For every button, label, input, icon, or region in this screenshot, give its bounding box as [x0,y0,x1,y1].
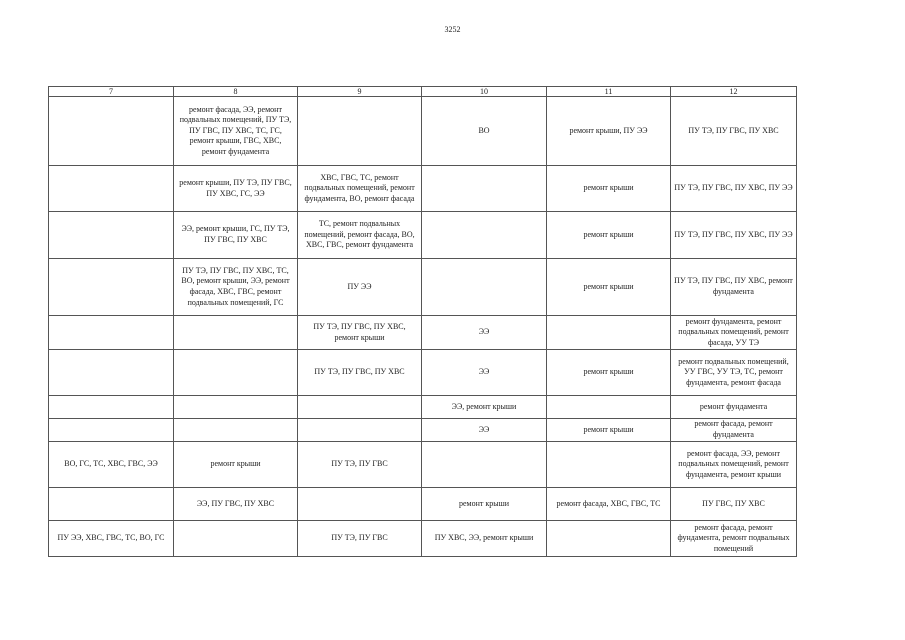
table-cell [49,166,174,212]
table-cell: ПУ ЭЭ, ХВС, ГВС, ТС, ВО, ГС [49,521,174,557]
table-cell: ПУ ТЭ, ПУ ГВС [298,442,422,488]
table-cell: ремонт крыши [547,350,671,396]
table-cell [298,396,422,419]
table-row [49,396,797,419]
table-cell: ремонт фасада, ХВС, ГВС, ТС [547,488,671,521]
table-row [49,316,797,350]
table-cell: ПУ ХВС, ЭЭ, ремонт крыши [422,521,547,557]
table-cell: ПУ ТЭ, ПУ ГВС, ПУ ХВС, ремонт крыши [298,316,422,350]
table-cell: ЭЭ, ПУ ГВС, ПУ ХВС [174,488,298,521]
table-cell: ремонт фасада, ремонт фундамента, ремонт подвальных помещений [671,521,797,557]
column-header: 8 [174,87,298,97]
table-cell: ремонт крыши [174,442,298,488]
table-cell: ремонт крыши [547,212,671,259]
table-cell: ПУ ТЭ, ПУ ГВС, ПУ ХВС, ТС, ВО, ремонт крыши, ЭЭ, ремонт фасада, ХВС, ГВС, ремонт подвальных помещений, ГС [174,259,298,316]
table-row [49,350,797,396]
table-row [49,419,797,442]
table-cell [49,259,174,316]
table-cell [547,442,671,488]
table-cell: ЭЭ [422,419,547,442]
table-cell [547,316,671,350]
table-cell [49,419,174,442]
table-cell: ремонт крыши [547,259,671,316]
table-cell: ВО [422,97,547,166]
table-cell [49,350,174,396]
table-cell: ремонт фасада, ЭЭ, ремонт подвальных помещений, ремонт фундамента, ремонт крыши [671,442,797,488]
table-cell: ЭЭ, ремонт крыши, ГС, ПУ ТЭ, ПУ ГВС, ПУ ХВС [174,212,298,259]
table-cell [547,521,671,557]
table-cell [298,488,422,521]
table-cell [298,97,422,166]
table-cell: ХВС, ГВС, ТС, ремонт подвальных помещений, ремонт фундамента, ВО, ремонт фасада [298,166,422,212]
table-row [49,488,797,521]
table-cell: ремонт фундамента [671,396,797,419]
table-cell [174,396,298,419]
table-cell: ЭЭ, ремонт крыши [422,396,547,419]
table-cell [49,396,174,419]
table-cell [422,259,547,316]
column-header: 10 [422,87,547,97]
table-cell [174,419,298,442]
header-row [49,87,797,97]
page-number: 3252 [444,25,461,34]
table-cell: ВО, ГС, ТС, ХВС, ГВС, ЭЭ [49,442,174,488]
table-row [49,166,797,212]
table-cell: ПУ ТЭ, ПУ ГВС, ПУ ХВС, ПУ ЭЭ [671,166,797,212]
table-cell: ремонт крыши [547,166,671,212]
table-row [49,97,797,166]
table-cell: ПУ ТЭ, ПУ ГВС, ПУ ХВС, ПУ ЭЭ [671,212,797,259]
table-cell [49,212,174,259]
table-cell: ПУ ТЭ, ПУ ГВС, ПУ ХВС, ремонт фундамента [671,259,797,316]
table-cell: ПУ ЭЭ [298,259,422,316]
table-cell: ПУ ТЭ, ПУ ГВС [298,521,422,557]
table-cell [547,396,671,419]
table-cell [298,419,422,442]
table-row [49,259,797,316]
table-cell [49,488,174,521]
table-cell: ЭЭ [422,316,547,350]
table-cell: ПУ ТЭ, ПУ ГВС, ПУ ХВС [298,350,422,396]
table-cell: ремонт фундамента, ремонт подвальных помещений, ремонт фасада, УУ ТЭ [671,316,797,350]
table-row [49,212,797,259]
table-cell: ремонт подвальных помещений, УУ ГВС, УУ ТЭ, ТС, ремонт фундамента, ремонт фасада [671,350,797,396]
column-header: 9 [298,87,422,97]
table-cell [49,97,174,166]
table-cell: ПУ ГВС, ПУ ХВС [671,488,797,521]
table-cell [422,166,547,212]
table-row [49,442,797,488]
table-cell [174,350,298,396]
column-header: 11 [547,87,671,97]
table-cell: ПУ ТЭ, ПУ ГВС, ПУ ХВС [671,97,797,166]
table-cell [422,442,547,488]
table-cell: ТС, ремонт подвальных помещений, ремонт фасада, ВО, ХВС, ГВС, ремонт фундамента [298,212,422,259]
table-cell: ЭЭ [422,350,547,396]
table-cell: ремонт крыши [547,419,671,442]
table-cell [49,316,174,350]
table-cell: ремонт крыши, ПУ ТЭ, ПУ ГВС, ПУ ХВС, ГС, ЭЭ [174,166,298,212]
table-cell: ремонт фасада, ЭЭ, ремонт подвальных помещений, ПУ ТЭ, ПУ ГВС, ПУ ХВС, ТС, ГС, ремонт крыши, ГВС, ХВС, ремонт фундамента [174,97,298,166]
table-cell: ремонт крыши, ПУ ЭЭ [547,97,671,166]
works-table [48,86,797,557]
table-cell: ремонт фасада, ремонт фундамента [671,419,797,442]
table-cell: ремонт крыши [422,488,547,521]
table-cell [422,212,547,259]
column-header: 7 [49,87,174,97]
column-header: 12 [671,87,797,97]
table-cell [174,316,298,350]
table-cell [174,521,298,557]
table-row [49,521,797,557]
